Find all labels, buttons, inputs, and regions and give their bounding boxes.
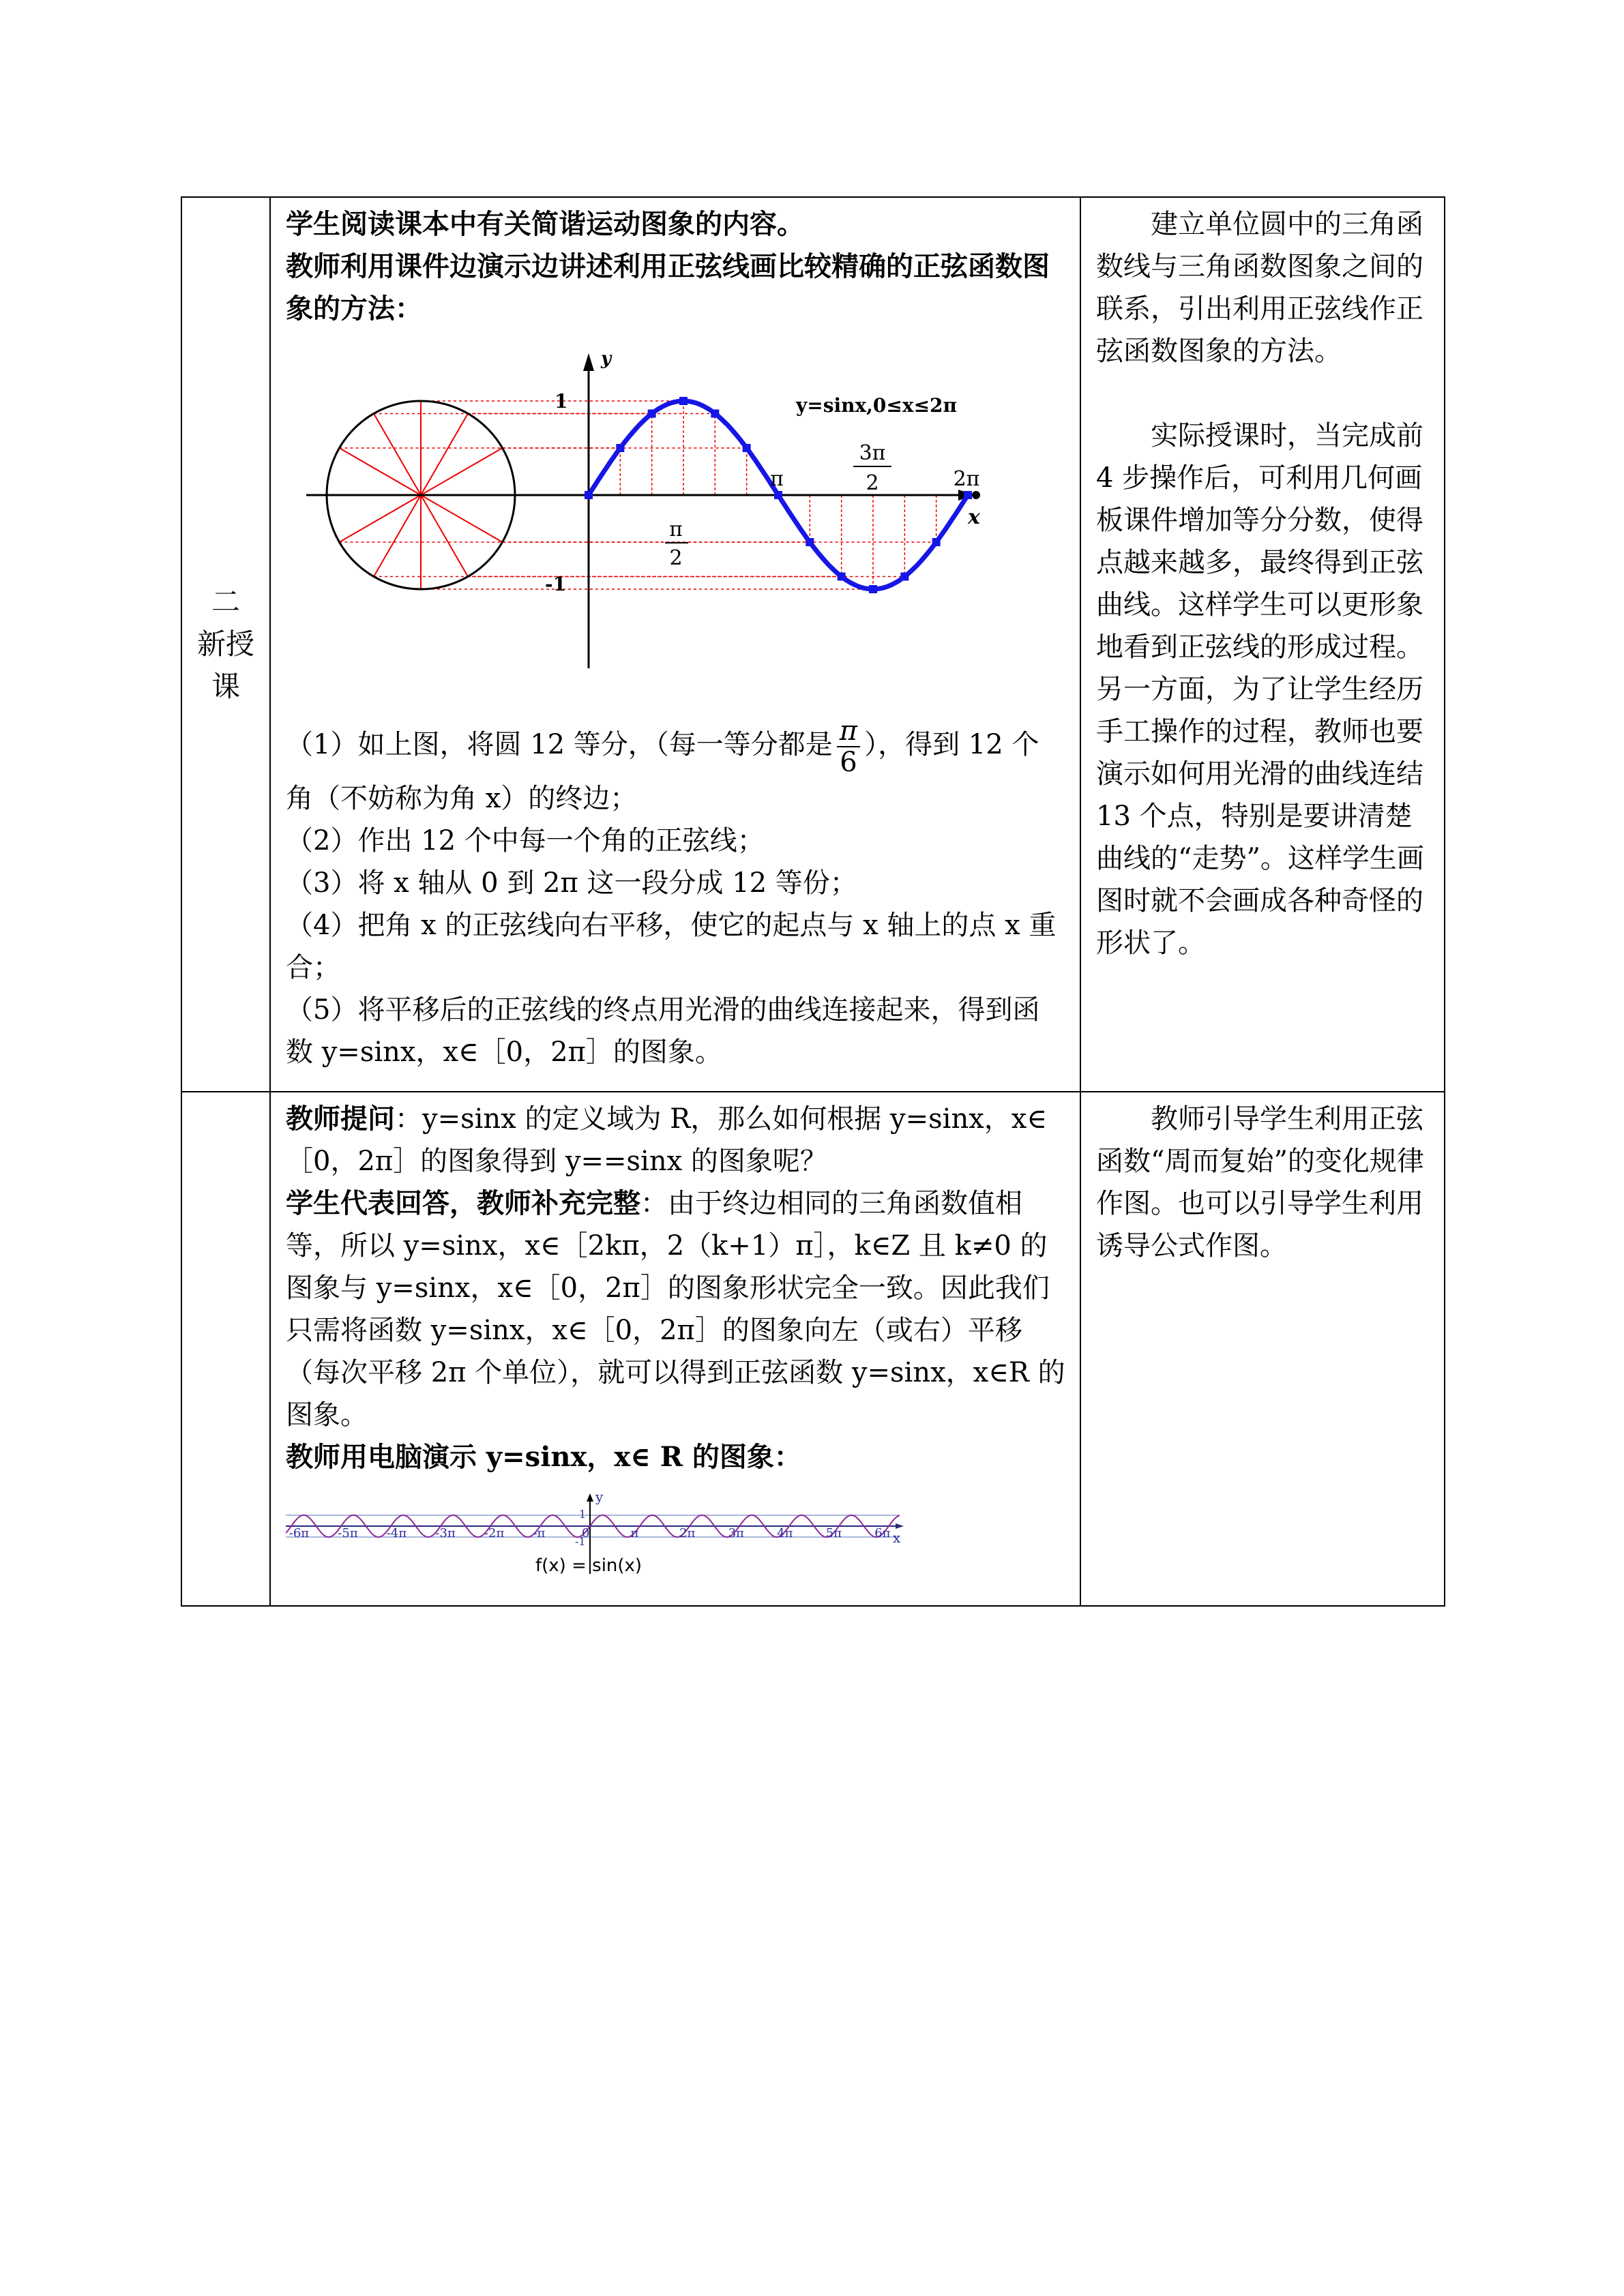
circle-division-line [421, 495, 468, 577]
notes-cell [1080, 197, 1445, 1092]
stage-label: 二 新授 课 [196, 585, 254, 703]
sine-point [900, 573, 909, 581]
pi-half-numerator: π [669, 518, 683, 541]
demo-instruction: 教师利用课件边演示边讲述利用正弦线画比较精确的正弦函数图象的方法： [286, 250, 1050, 325]
circle-division-line [421, 448, 503, 495]
sine-point [711, 409, 719, 417]
demo-tick-label: 6π [874, 1526, 891, 1540]
step-3: （3）将 x 轴从 0 到 2π 这一段分成 12 等份； [286, 867, 857, 899]
table-row [181, 1092, 1445, 1606]
three-pi-half-denominator: 2 [866, 471, 879, 495]
demo-tick-label: -3π [435, 1526, 456, 1540]
lesson-plan-table [181, 196, 1445, 1607]
unit-circle-sine-figure [286, 341, 1009, 696]
demo-tick-label: -4π [386, 1526, 407, 1540]
demo-tick-label: 2π [679, 1526, 696, 1540]
sine-point [743, 444, 751, 452]
two-pi-label: 2π [953, 467, 980, 491]
demo-tick-label: -5π [338, 1526, 358, 1540]
sine-point [838, 573, 846, 581]
sine-point [806, 538, 814, 546]
pi-half-denominator: 2 [669, 546, 683, 570]
demo-tick-label: -2π [484, 1526, 505, 1540]
circle-division-line [421, 413, 468, 495]
step-1: （1）如上图，将圆 12 等分，（每一等分都是 $\frac{\pi}{6}$ ），得到 12 个角（不妨称为角 x）的终边； [286, 715, 1039, 814]
note-purpose: 建立单位圆中的三角函数线与三角函数图象之间的联系，引出利用正弦线作正弦函数图象的方法。 [1096, 209, 1423, 367]
sine-point [964, 491, 972, 499]
notes-cell [1080, 1092, 1445, 1606]
demo-y-minus-one: -1 [575, 1535, 586, 1548]
pi-label: π [770, 467, 784, 491]
sine-graph-demo [286, 1487, 913, 1582]
sine-point [585, 491, 593, 499]
x-axis-label: x [968, 505, 980, 529]
three-pi-half-numerator: 3π [859, 441, 886, 465]
stage-label-cell-empty [181, 1092, 270, 1606]
function-caption: y=sinx,0≤x≤2π [796, 394, 958, 417]
demo-y-one: 1 [579, 1508, 587, 1521]
y-one-label: 1 [555, 390, 568, 413]
student-answer: 学生代表回答，教师补充完整：由于终边相同的三角函数值相等，所以 y=sinx，x∈［2kπ，2（k+1）π］，k∈Z 且 k≠0 的图象与 y=sinx，x∈［0，2π］的图象形状完全一致。因此我们只需将函数 y=sinx，x∈［0，2π］的图象向左（或右）平移（每次平移 2π 个单位），就可以得到正弦函数 y=sinx，x∈R 的图象。 [286, 1187, 1065, 1431]
circle-division-line [374, 495, 421, 577]
content-cell [270, 197, 1080, 1092]
teacher-question: 教师提问：y=sinx 的定义域为 R，那么如何根据 y=sinx，x∈［0，2π］的图象得到 y==sinx 的图象呢？ [286, 1103, 1047, 1177]
demo-x-label: x [893, 1530, 901, 1546]
circle-division-line [374, 413, 421, 495]
demo-tick-label: -6π [289, 1526, 310, 1540]
demo-y-label: y [595, 1489, 604, 1505]
sine-point [679, 397, 688, 405]
pi-over-6-fraction: $\frac{\pi}{6}$ [837, 716, 860, 777]
sine-point [616, 444, 624, 452]
circle-division-line [421, 495, 503, 542]
step-2: （2）作出 12 个中每一个角的正弦线； [286, 825, 765, 856]
y-minus-one-label: -1 [545, 573, 567, 595]
sine-point [869, 585, 877, 593]
demo-tick-label: 3π [728, 1526, 744, 1540]
computer-demo-instruction: 教师用电脑演示 y=sinx，x∈ R 的图象： [286, 1441, 801, 1473]
demo-caption: f(x) = sin(x) [535, 1555, 643, 1576]
sine-point [932, 538, 941, 546]
circle-division-line [339, 495, 421, 542]
demo-tick-label: π [630, 1526, 639, 1540]
demo-tick-label: 4π [777, 1526, 793, 1540]
demo-tick-label: 5π [825, 1526, 842, 1540]
content-cell [270, 1092, 1080, 1606]
demo-tick-label: -π [533, 1526, 546, 1540]
table-row [181, 197, 1445, 1092]
note-practice: 实际授课时，当完成前 4 步操作后，可利用几何画板课件增加等分分数，使得点越来越多，最终得到正弦曲线。这样学生可以更形象地看到正弦线的形成过程。另一方面，为了让学生经历手工操作的过程，教师也要演示如何用光滑的曲线连结 13 个点，特别是要讲清楚曲线的“走势”。这样学生画图时就不会画成各种奇怪的形状了。 [1096, 420, 1424, 959]
y-axis-arrow [583, 353, 594, 371]
step-5: （5）将平移后的正弦线的终点用光滑的曲线连接起来，得到函数 y=sinx，x∈［0，2π］的图象。 [286, 994, 1040, 1068]
demo-tick-label: 0 [582, 1526, 590, 1540]
note-periodicity: 教师引导学生利用正弦函数“周而复始”的变化规律作图。也可以引导学生利用诱导公式作图。 [1096, 1103, 1424, 1262]
circle-division-line [339, 448, 421, 495]
step-4: （4）把角 x 的正弦线向右平移，使它的起点与 x 轴上的点 x 重合； [286, 910, 1057, 983]
sine-point [774, 491, 782, 499]
sine-point [648, 409, 656, 417]
reading-instruction: 学生阅读课本中有关简谐运动图象的内容。 [286, 208, 804, 240]
y-axis-label: y [601, 348, 612, 369]
stage-label-cell [181, 197, 270, 1092]
